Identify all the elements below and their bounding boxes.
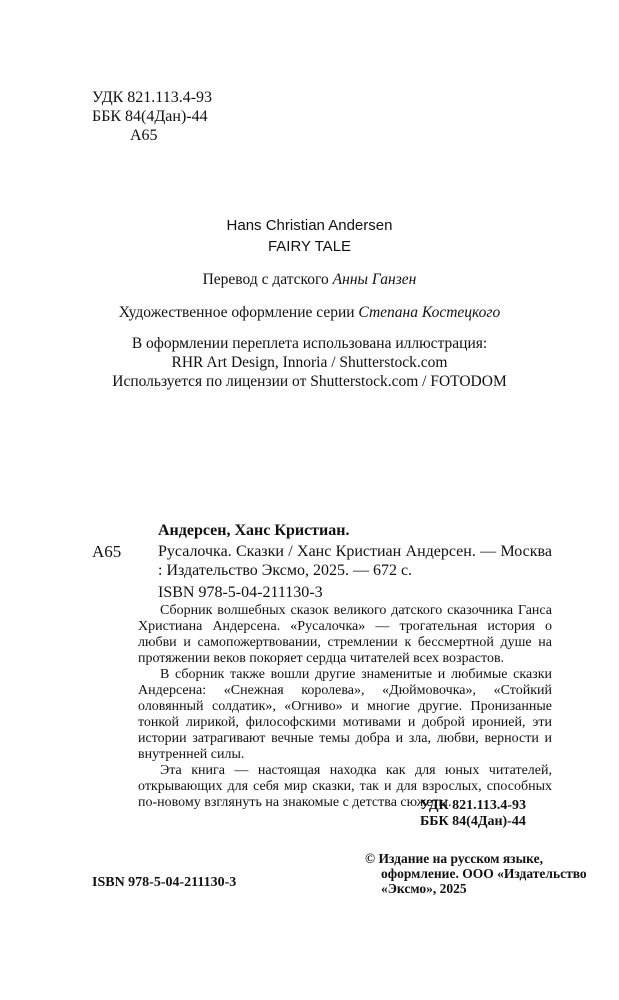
annotation-paragraph: Эта книга — настоящая находка как для юных читателей, открывающих для себя мир сказки, так и для взрослых, способных по-новому взглянуть на знакомые с детства сюжеты.: [138, 763, 552, 810]
annotation-paragraph: В сборник также вошли другие знаменитые и любимые сказки Андерсена: «Снежная королева», «Дюймовочка», «Стойкий оловянный солдатик», «Огниво» и многие другие. Пронизанные тонкой лирикой, философскими мотивами и доброй иронией, эти истории затрагивают вечные темы добра и зла, любви, верности и внутренней силы.: [138, 667, 552, 762]
translator-name: Анны Ганзен: [332, 271, 417, 288]
original-title-block: [0, 215, 619, 257]
bbk-code: ББК 84(4Дан)-44: [92, 108, 208, 125]
bbk-code: ББК 84(4Дан)-44: [420, 814, 526, 829]
catalog-card-code: А65: [92, 542, 122, 561]
illustration-line-1: В оформлении переплета использована иллюстрация:: [131, 335, 488, 352]
annotation: [138, 603, 552, 811]
udk-classification-bottom: [420, 798, 526, 830]
translation-credit: [0, 271, 619, 289]
translation-prefix: Перевод с датского: [202, 271, 333, 288]
annotation-paragraph: Сборник волшебных сказок великого датского сказочника Ганса Христиана Андерсена. «Русалочка» — трогательная история о любви и самопожертвовании, стремлении к бессмертной душе на протяжении веков покоряет сердца читателей всех возрастов.: [138, 603, 552, 666]
illustration-credit: [0, 334, 619, 391]
catalog-card-title: Русалочка. Сказки / Ханс Кристиан Андерсен. — Москва : Издательство Эксмо, 2025. — 672 с.: [158, 543, 552, 579]
designer-name: Степана Костецкого: [358, 304, 501, 321]
copyright-line-2: оформление. ООО «Издательство: [381, 866, 587, 881]
udk-classification-top: [92, 88, 212, 145]
isbn: ISBN 978-5-04-211130-3: [92, 875, 237, 890]
copyright-line-3: «Эксмо», 2025: [381, 881, 467, 896]
udk-code: УДК 821.113.4-93: [420, 798, 527, 813]
original-title: FAIRY TALE: [267, 238, 352, 255]
catalog-card-author: Андерсен, Ханс Кристиан.: [158, 522, 350, 539]
original-author: Hans Christian Andersen: [226, 217, 393, 234]
illustration-line-2: RHR Art Design, Innoria / Shutterstock.com: [171, 354, 448, 371]
catalog-card-isbn: ISBN 978-5-04-211130-3: [158, 584, 323, 601]
copyright-notice: [365, 851, 587, 896]
design-prefix: Художественное оформление серии: [118, 304, 359, 321]
udk-code: УДК 821.113.4-93: [92, 89, 213, 106]
illustration-line-3: Используется по лицензии от Shutterstock.com / FOTODOM: [112, 373, 507, 390]
design-credit: [0, 304, 619, 322]
copyright-line-1: © Издание на русском языке,: [365, 851, 543, 866]
author-sign-code: А65: [130, 127, 158, 144]
